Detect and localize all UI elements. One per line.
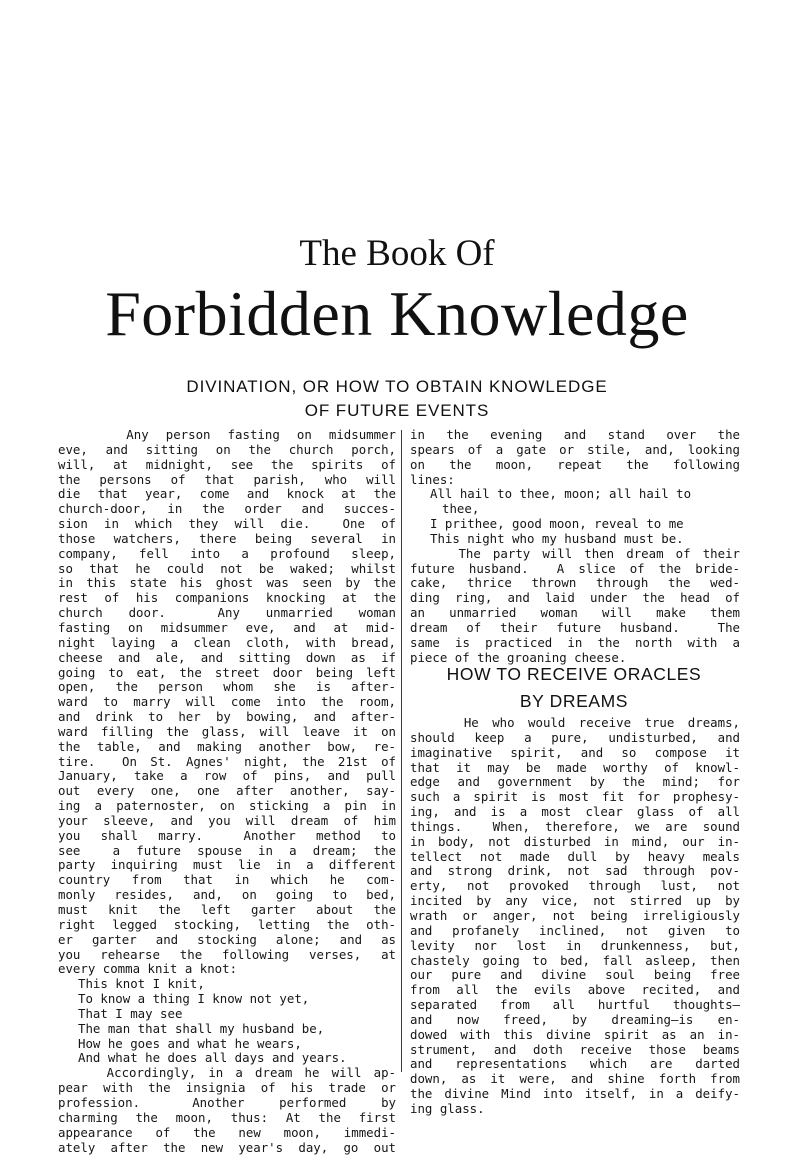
text-line: and strong drink, not sad through pov- bbox=[410, 864, 740, 879]
text-line: January, take a row of pins, and pull bbox=[58, 769, 396, 784]
right-column-bottom bbox=[410, 716, 740, 1117]
text-line: party inquiring must lie in a different bbox=[58, 858, 396, 873]
text-line: That I may see bbox=[58, 1007, 396, 1022]
section-heading-line2: OF FUTURE EVENTS bbox=[0, 399, 794, 423]
text-line: cheese and ale, and sitting down as if bbox=[58, 651, 396, 666]
text-line: incited by any vice, not stirred up by bbox=[410, 894, 740, 909]
text-line: strument, and doth receive those beams bbox=[410, 1043, 740, 1058]
text-line: charming the moon, thus: At the first bbox=[58, 1111, 396, 1126]
book-title-line2: Forbidden Knowledge bbox=[0, 276, 794, 352]
text-line: How he goes and what he wears, bbox=[58, 1037, 396, 1052]
text-line: that it may be made worthy of knowl- bbox=[410, 761, 740, 776]
book-title-line1: The Book Of bbox=[0, 232, 794, 276]
text-line: die that year, come and knock at the bbox=[58, 487, 396, 502]
text-line: your sleeve, and you will dream of him bbox=[58, 814, 396, 829]
text-line: church-door, in the order and succes- bbox=[58, 502, 396, 517]
text-line: This knot I knit, bbox=[58, 977, 396, 992]
text-line: The party will then dream of their bbox=[410, 547, 740, 562]
text-line: monly resides, and, on going to bed, bbox=[58, 888, 396, 903]
text-line: er garter and stocking alone; and as bbox=[58, 933, 396, 948]
text-line: from all the evils above recited, and bbox=[410, 983, 740, 998]
text-line: ward filling the glass, will leave it on bbox=[58, 725, 396, 740]
text-line: sion in which they will die. One of bbox=[58, 517, 396, 532]
left-column bbox=[58, 428, 396, 1155]
text-line: I prithee, good moon, reveal to me bbox=[410, 517, 740, 532]
text-line: you shall marry. Another method to bbox=[58, 829, 396, 844]
text-line: same is practiced in the north with a bbox=[410, 636, 740, 651]
text-line: country from that in which he com- bbox=[58, 873, 396, 888]
text-line: and now freed, by dreaming—is en- bbox=[410, 1013, 740, 1028]
text-line: in the evening and stand over the bbox=[410, 428, 740, 443]
text-line: thee, bbox=[410, 502, 740, 517]
text-line: in body, not disturbed in mind, our in- bbox=[410, 835, 740, 850]
text-line: To know a thing I know not yet, bbox=[58, 992, 396, 1007]
text-line: And what he does all days and years. bbox=[58, 1051, 396, 1066]
text-line: He who would receive true dreams, bbox=[410, 716, 740, 731]
text-line: and drink to her by bowing, and after- bbox=[58, 710, 396, 725]
text-line: ing, and is a most clear glass of all bbox=[410, 805, 740, 820]
text-line: piece of the groaning cheese. bbox=[410, 651, 740, 666]
text-line: ding ring, and laid under the head of bbox=[410, 591, 740, 606]
text-line: right legged stocking, letting the oth- bbox=[58, 918, 396, 933]
text-line: eve, and sitting on the church porch, bbox=[58, 443, 396, 458]
right-column-top bbox=[410, 428, 740, 666]
text-line: out every one, one after another, say- bbox=[58, 784, 396, 799]
text-line: The man that shall my husband be, bbox=[58, 1022, 396, 1037]
text-line: ing glass. bbox=[410, 1102, 740, 1117]
text-line: appearance of the new moon, immedi- bbox=[58, 1126, 396, 1141]
text-line: pear with the insignia of his trade or bbox=[58, 1081, 396, 1096]
text-line: see a future spouse in a dream; the bbox=[58, 844, 396, 859]
text-line: imaginative spirit, and so compose it bbox=[410, 746, 740, 761]
text-line: separated from all hurtful thoughts— bbox=[410, 998, 740, 1013]
text-line: open, the person whom she is after- bbox=[58, 680, 396, 695]
text-line: spears of a gate or stile, and, looking bbox=[410, 443, 740, 458]
text-line: church door. Any unmarried woman bbox=[58, 606, 396, 621]
text-line: erty, not provoked through lust, not bbox=[410, 879, 740, 894]
text-line: Accordingly, in a dream he will ap- bbox=[58, 1066, 396, 1081]
text-line: and profanely inclined, not given to bbox=[410, 924, 740, 939]
text-line: company, fell into a profound sleep, bbox=[58, 547, 396, 562]
text-line: dowed with this divine spirit as an in- bbox=[410, 1028, 740, 1043]
subheading-line1: HOW TO RECEIVE ORACLES bbox=[402, 661, 746, 688]
text-line: down, as it were, and shine forth from bbox=[410, 1072, 740, 1087]
text-line: dream of their future husband. The bbox=[410, 621, 740, 636]
text-line: going to eat, the street door being left bbox=[58, 666, 396, 681]
subheading-line2: BY DREAMS bbox=[402, 688, 746, 715]
text-line: our pure and divine soul being free bbox=[410, 968, 740, 983]
text-line: fasting on midsummer eve, and at mid- bbox=[58, 621, 396, 636]
text-line: the divine Mind into itself, in a deify- bbox=[410, 1087, 740, 1102]
text-line: ward to marry will come into the room, bbox=[58, 695, 396, 710]
text-line: so that he could not be waked; whilst bbox=[58, 562, 396, 577]
text-line: in this state his ghost was seen by the bbox=[58, 576, 396, 591]
text-line: must knit the left garter about the bbox=[58, 903, 396, 918]
section-heading bbox=[0, 375, 794, 423]
text-line: edge and government by the mind; for bbox=[410, 775, 740, 790]
text-line: ately after the new year's day, go out bbox=[58, 1141, 396, 1155]
text-line: profession. Another performed by bbox=[58, 1096, 396, 1111]
text-line: things. When, therefore, we are sound bbox=[410, 820, 740, 835]
text-line: cake, thrice thrown through the wed- bbox=[410, 576, 740, 591]
text-line: ing a paternoster, on sticking a pin in bbox=[58, 799, 396, 814]
text-line: the table, and making another bow, re- bbox=[58, 740, 396, 755]
text-line: will, at midnight, see the spirits of bbox=[58, 458, 396, 473]
section-heading-line1: DIVINATION, OR HOW TO OBTAIN KNOWLEDGE bbox=[0, 375, 794, 399]
text-line: on the moon, repeat the following bbox=[410, 458, 740, 473]
text-line: All hail to thee, moon; all hail to bbox=[410, 487, 740, 502]
text-line: tellect not made dull by heavy meals bbox=[410, 850, 740, 865]
text-line: should keep a pure, undisturbed, and bbox=[410, 731, 740, 746]
text-line: chastely going to bed, fall asleep, then bbox=[410, 954, 740, 969]
text-line: an unmarried woman will make them bbox=[410, 606, 740, 621]
column-divider bbox=[401, 430, 402, 1072]
text-line: wrath or anger, not being irreligiously bbox=[410, 909, 740, 924]
subheading bbox=[402, 661, 746, 715]
text-line: every comma knit a knot: bbox=[58, 962, 396, 977]
text-line: rest of his companions knocking at the bbox=[58, 591, 396, 606]
text-line: levity nor lost in drunkenness, but, bbox=[410, 939, 740, 954]
text-line: future husband. A slice of the bride- bbox=[410, 562, 740, 577]
text-line: and representations which are darted bbox=[410, 1057, 740, 1072]
text-line: night laying a clean cloth, with bread, bbox=[58, 636, 396, 651]
text-line: you rehearse the following verses, at bbox=[58, 948, 396, 963]
text-line: those watchers, there being several in bbox=[58, 532, 396, 547]
text-line: such a spirit is most fit for prophesy- bbox=[410, 790, 740, 805]
text-line: Any person fasting on midsummer bbox=[58, 428, 396, 443]
text-line: lines: bbox=[410, 473, 740, 488]
text-line: the persons of that parish, who will bbox=[58, 473, 396, 488]
text-line: This night who my husband must be. bbox=[410, 532, 740, 547]
text-line: tire. On St. Agnes' night, the 21st of bbox=[58, 755, 396, 770]
